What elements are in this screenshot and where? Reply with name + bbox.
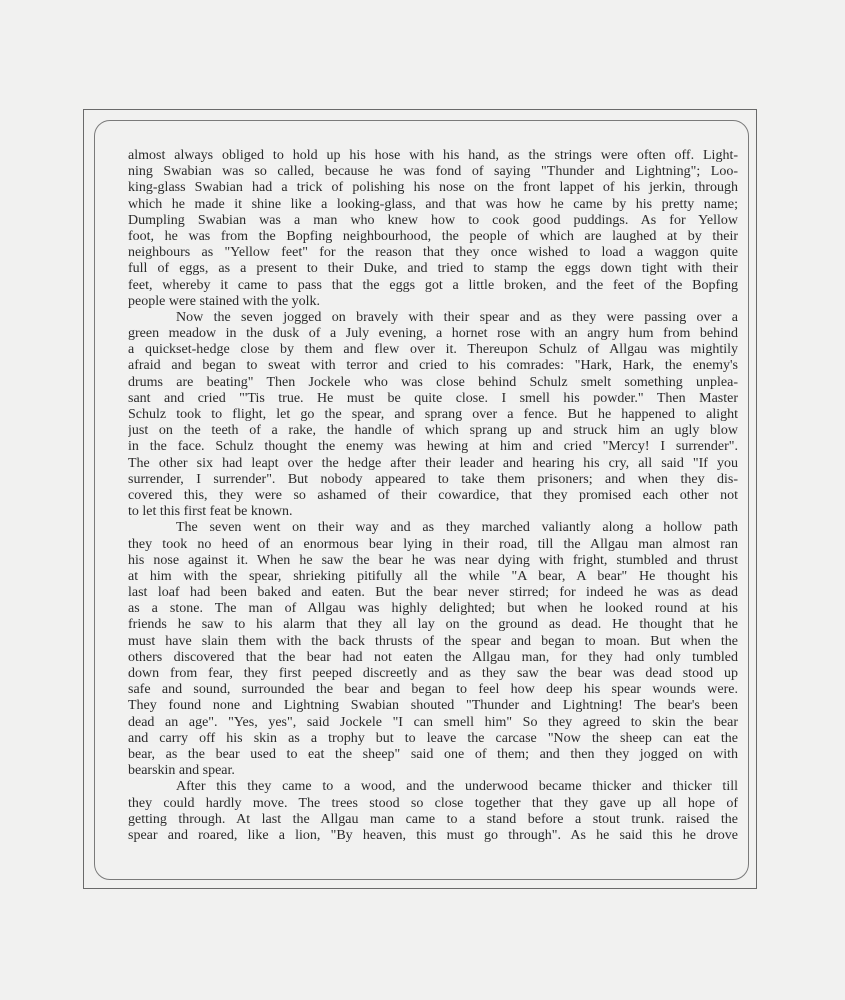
text-line: as a stone. The man of Allgau was highly delighted; but when he looked round at his (128, 601, 738, 617)
text-line: Dumpling Swabian was a man who knew how to cook good puddings. As for Yellow (128, 212, 738, 228)
text-line: friends he saw to his alarm that they all lay on the ground as dead. He thought that he (128, 617, 738, 633)
text-line: just on the teeth of a rake, the handle of which sprang up and struck him an ugly blow (128, 423, 738, 439)
text-line: others discovered that the bear had not eaten the Allgau man, for they had only tumbled (128, 649, 738, 665)
text-line: green meadow in the dusk of a July evening, a hornet rose with an angry hum from behind (128, 326, 738, 342)
text-line: his nose against it. When he saw the bear he was near dying with fright, stumbled and thrust (128, 552, 738, 568)
text-line: a quickset-hedge close by them and flew over it. Thereupon Schulz of Allgau was mightily (128, 342, 738, 358)
paragraph (128, 779, 738, 844)
text-line: surrender, I surrender". But nobody appeared to take them prisoners; and when they dis- (128, 471, 738, 487)
text-line: After this they came to a wood, and the underwood became thicker and thicker till (176, 779, 738, 795)
text-line: down from fear, they first peeped discreetly and as they saw the bear was dead stood up (128, 666, 738, 681)
text-line: getting through. At last the Allgau man came to a stand before a stout trunk. raised the (128, 811, 738, 827)
text-line: which he made it shine like a looking-glass, and that was how he came by his pretty name; (128, 196, 738, 212)
text-line: The seven went on their way and as they marched valiantly along a hollow path (176, 520, 738, 536)
paragraph (128, 520, 738, 779)
text-line: and carry off his skin as a trophy but to leave the carcase "Now the sheep can eat the (128, 730, 738, 746)
text-line: sant and cried "'Tis true. He must be quite close. I smell his powder." Then Master (128, 390, 738, 406)
text-line: people were stained with the yolk. (128, 293, 321, 309)
text-line: in the face. Schulz thought the enemy was hewing at him and cried "Mercy! I surrender". (128, 439, 738, 455)
text-line: They found none and Lightning Swabian shouted "Thunder and Lightning! The bear's been (128, 698, 738, 714)
text-line: dead an age". "Yes, yes", said Jockele "I can smell him" So they agreed to skin the bear (128, 714, 738, 730)
text-line: bear, as the bear used to eat the sheep" said one of them; and then they jogged on with (128, 746, 738, 762)
text-line: afraid and began to sweat with terror and cried to his comrades: "Hark, Hark, the enemy's (128, 358, 738, 374)
text-line: safe and sound, surrounded the bear and began to feel how deep his spear wounds were. (128, 682, 738, 698)
text-line: drums are beating" Then Jockele who was close behind Schulz smelt something unplea- (128, 374, 738, 390)
text-line: almost always obliged to hold up his hose with his hand, as the strings were often off. Light- (128, 148, 738, 163)
text-line: feet, whereby it came to pass that the eggs got a little broken, and the feet of the Bopfing (128, 277, 738, 293)
text-line: ning Swabian was so called, because he was fond of saying "Thunder and Lightning"; Loo- (128, 164, 738, 180)
page-body-text (128, 148, 738, 844)
text-line: foot, he was from the Bopfing neighbourhood, the people of which are laughed at by their (128, 228, 738, 244)
text-line: to let this first feat be known. (128, 504, 293, 520)
text-line: king-glass Swabian had a trick of polishing his nose on the front lappet of his jerkin, through (128, 180, 738, 196)
text-line: The other six had leapt over the hedge after their leader and hearing his cry, all said "If you (128, 455, 738, 471)
text-line: they could hardly move. The trees stood so close together that they gave up all hope of (128, 795, 738, 811)
text-line: neighbours as "Yellow feet" for the reason that they once wished to load a waggon quite (128, 245, 738, 261)
text-line: Now the seven jogged on bravely with their spear and as they were passing over a (176, 309, 738, 325)
text-line: covered this, they were so ashamed of their cowardice, that they promised each other not (128, 487, 738, 503)
text-line: at him with the spear, shrieking pitifully all the while "A bear, A bear" He thought his (128, 568, 738, 584)
text-line: Schulz took to flight, let go the spear, and sprang over a fence. But he happened to alight (128, 407, 738, 422)
text-line: they took no heed of an enormous bear lying in their road, till the Allgau man almost ran (128, 536, 738, 552)
paragraph (128, 310, 738, 520)
text-line: bearskin and spear. (128, 763, 235, 779)
text-line: full of eggs, as a present to their Duke, and tried to stamp the eggs down tight with their (128, 261, 738, 277)
text-line: spear and roared, like a lion, "By heaven, this must go through". As he said this he drove (128, 827, 738, 843)
paragraph (128, 148, 738, 310)
text-line: must have slain them with the back thrusts of the spear and began to moan. But when the (128, 633, 738, 649)
text-line: last loaf had been baked and eaten. But the bear never stirred; for indeed he was as dead (128, 585, 738, 601)
